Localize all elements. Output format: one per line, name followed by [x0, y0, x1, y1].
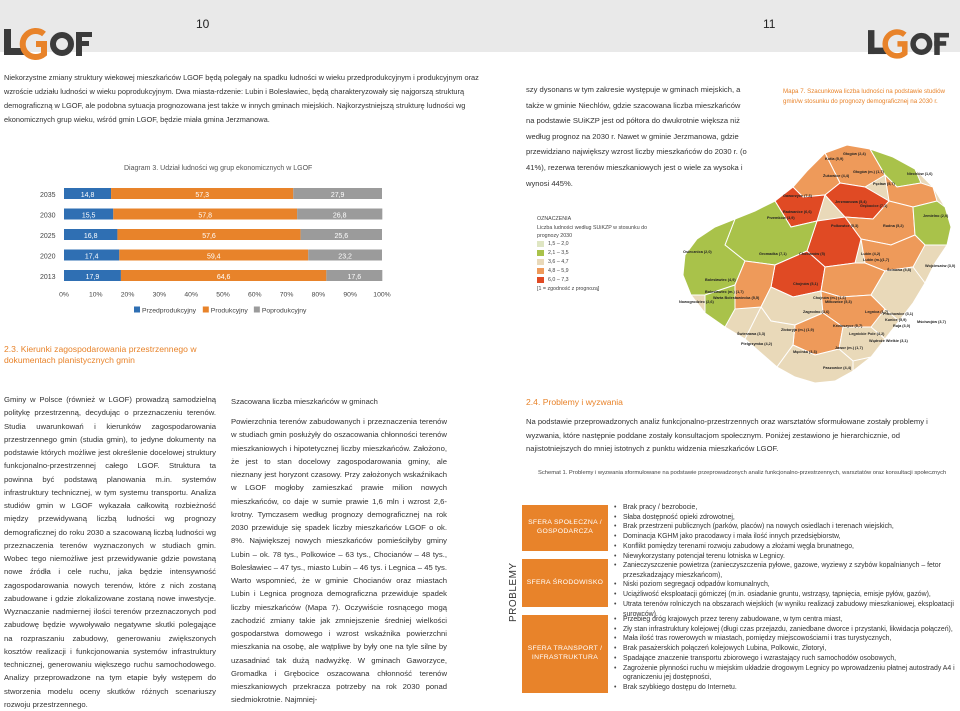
- problem-item: • Zły stan infrastruktury kolejowej (długi czas przejazdu, zaniedbane dworce i przystanki, likwidacja połączeń),: [612, 625, 960, 635]
- problem-item: • Dominacja KGHM jako pracodawcy i mała ilość innych przedsiębiorstw,: [612, 532, 960, 542]
- chart-data-label: 57,6: [202, 233, 216, 240]
- lgof-logo-right: [868, 24, 960, 66]
- legend-label: 3,6 – 4,7: [548, 259, 569, 265]
- map-municipality-label: Lubin (m.)(1,7): [863, 258, 890, 262]
- right-top-paragraph: szy dysonans w tym zakresie występuje w gminach miejskich, a także w gminie Niechlów, gdzie szacowana liczba mieszkańców na podstawie SUiKZP jest od półtora do dwukrotnie większa niż według prognoz na 2030 r. Nawet w gminie Jerzmanowa, gdzie przewidziano największy wzrost liczby mieszkańców do 2030 r. (o 41%), rezerwa terenów mieszkaniowych jest o wiele za wysoka i wynosi 445%.: [526, 85, 747, 188]
- map-legend: [537, 215, 657, 294]
- map-municipality-label: Paszowice (4,4): [823, 366, 852, 370]
- map-municipality-label: Ścinawa (5,8): [887, 268, 912, 272]
- chart-legend-label: Przedprodukcyjny: [142, 307, 197, 315]
- chart-category-label: 2035: [40, 192, 56, 199]
- chart-data-label: 15,5: [81, 212, 96, 220]
- map-municipality-label: Bolesławiec (m.) (1,7): [705, 290, 744, 294]
- problem-item: • Przebieg dróg krajowych przez tereny zabudowane, w tym centra miast,: [612, 615, 960, 625]
- map-municipality-label: Legnica (1,7): [865, 310, 889, 314]
- sphere-social-economic: SFERA SPOŁECZNA / GOSPODARCZA: [522, 505, 608, 551]
- map-municipality-label: Kunice (5,9): [885, 318, 907, 322]
- section-2-3-text: Gminy w Polsce (również w LGOF) prowadzą samodzielną politykę przestrzenną, decydując o przeznaczeniu terenów. Studia uwarunkowań i kierunków zagospodarowania przestrzennego gmin (studia gmin), to jedyne dokumenty na podstawie których możliwe jest określenie docelowej struktury funkcjonalno-przestrzennej całego LGOF. Struktura ta powinna być podstawą planowania m.in. systemów infrastruktury technicznej, w tym systemu transportu. Analiza studiów gmin w LGOF wykazała całkowitą rozbieżność między przewidywaną liczbą ludności wg prognozy demograficznej do roku 2030 a szacowaną liczbą ludności wg przeznaczenia terenów wyznaczonych w studiach gmin. Wobec tego niemożliwe jest przewidywanie gdzie powstaną nowe źródła i cele ruchu, jaka będzie intensywność zagospodarowania nowych terenów, które z nich zostaną zabudowane i gdzie zlokalizowane zostaną nowe inwestycje. Wyznaczanie nadmiernej ilości terenów przeznaczonych pod zabudowę będzie wywoływało negatywne skutki polegające na rozpraszaniu zabudowy, generowaniu zwiększonych kosztów realizacji i funkcjonowania systemów infrastruktury technicznej, generowaniu większego ruchu samochodowego. Analizy przeprowadzone na tym etapie były wstępem do stworzenia modelu oceny skutków różnych scenariuszy rozwoju przestrzennego.: [4, 395, 216, 709]
- problem-item: • Spadające znaczenie transportu zbiorowego i wzrastający ruch samochodów osobowych,: [612, 654, 960, 664]
- chart-data-label: 17,9: [85, 274, 100, 281]
- chart-x-tick: 30%: [152, 291, 167, 299]
- chart-data-label: 27,9: [330, 192, 345, 199]
- chart-legend-label: Poprodukcyjny: [261, 307, 307, 315]
- map-municipality-label: Chocianów (5): [799, 252, 825, 256]
- map-municipality-label: Grębocice (7,1): [860, 204, 888, 208]
- map-municipality-label: Zagrodno (3,6): [803, 310, 830, 314]
- map-municipality-label: Ruja (3,0): [893, 324, 911, 328]
- chart-legend-swatch: [134, 307, 140, 313]
- chart-x-tick: 50%: [216, 291, 230, 299]
- section-2-4-text: Na podstawie przeprowadzonych analiz funkcjonalno-przestrzennych oraz warsztatów sformułowane zostały problemy i wyzwania, które następnie poddane zostały konsultacjom społecznym. Poniżej zestawiono je hierarchicznie, od najistotniejszych do mniej istotnych z punktu widzenia mieszkańców LGOF.: [526, 417, 928, 453]
- legend-note: [1 = zgodność z prognozą]: [537, 286, 600, 292]
- map-municipality-label: Przemków (3,9): [767, 216, 795, 220]
- legend-item: [537, 267, 657, 276]
- chart-data-label: 64,6: [216, 274, 231, 281]
- legend-label: 4,8 – 5,9: [548, 268, 569, 274]
- legend-swatch: [537, 241, 544, 247]
- sphere-environment: SFERA ŚRODOWISKO: [522, 559, 608, 607]
- chart-x-tick: 80%: [311, 291, 326, 299]
- chart-data-label: 23,2: [338, 253, 352, 261]
- problem-list-transport: [612, 615, 960, 693]
- problem-list-social: [612, 503, 960, 561]
- problem-item: • Niski poziom segregacji odpadów komunalnych,: [612, 580, 960, 590]
- chart-category-label: 2013: [40, 274, 56, 281]
- map-municipality-label: Lubin (4,2): [861, 252, 881, 256]
- chart-category-label: 2025: [40, 233, 56, 240]
- map-municipality-label: Męcinka (3,3): [793, 350, 817, 354]
- map-municipality-label: Chojnów (m.) (1,6): [813, 296, 846, 300]
- map-municipality-label: Pęcław (5,7): [873, 182, 895, 186]
- problem-item: • Konflikt pomiędzy terenami rozwoju zabudowy a złożami węgla brunatnego,: [612, 542, 960, 552]
- page-number-right: 11: [763, 17, 776, 31]
- chart-data-label: 25,6: [334, 233, 349, 240]
- chart-data-label: 17,4: [84, 253, 99, 261]
- chart-legend-swatch: [254, 307, 260, 313]
- section-2-3-heading: 2.3. Kierunki zagospodarowania przestrzennego w dokumentach planistycznych gmin: [4, 344, 197, 366]
- map-municipality-label: Niechlów (1,6): [907, 172, 933, 176]
- map-municipality-label: Mściwojów (3,7): [917, 320, 946, 324]
- section-2-4-heading: 2.4. Problemy i wyzwania: [526, 397, 623, 407]
- legend-title: OZNACZENIA: [537, 216, 572, 222]
- chart-x-tick: 0%: [59, 291, 69, 299]
- chart-data-label: 59,4: [206, 253, 221, 261]
- problem-item: • Brak pracy / bezrobocie,: [612, 503, 960, 513]
- legend-swatch: [537, 277, 544, 283]
- map-municipality-label: Osiecznica (2,0): [683, 250, 712, 254]
- legend-swatch: [537, 268, 544, 274]
- map-municipality-label: Bolesławiec (4,9): [705, 278, 736, 282]
- legend-label: 1,5 – 2,0: [548, 241, 569, 247]
- chart-x-tick: 10%: [88, 291, 103, 299]
- intro-paragraph: Niekorzystne zmiany struktury wiekowej mieszkańców LGOF będą polegały na spadku ludności w wieku przedprodukcyjnym i produkcyjnym oraz wzroście udziału ludności w wieku poprodukcyjnym. Dwa miasta-rdzenie: Lubin i Bolesławiec, będą charakteryzowały się najgorszą strukturą demograficzną w LGOF, ale podobna sytuacja prognozowana jest także w innych gminach miejskich. Najkorzystniejszą strukturę ludności wg ekonomicznych grup wieku, wśród gmin LGOF, będzie miała gmina Jerzmanowa.: [4, 73, 479, 125]
- chart-title: Diagram 3. Udział ludności wg grup ekonomicznych w LGOF: [124, 165, 313, 172]
- legend-subtitle: Liczba ludności według SUiKZP w stosunku do prognozy 2030: [537, 225, 648, 239]
- problem-item: • Mała ilość tras rowerowych w miastach, pomiędzy miejscowościami i tras turystycznych,: [612, 634, 960, 644]
- sphere-transport: SFERA TRANSPORT / INFRASTRUKTURA: [522, 615, 608, 693]
- map-municipality-label: Kotla (5,9): [825, 157, 844, 161]
- problem-item: • Brak pasażerskich połączeń kolejowych Lubina, Polkowic, Złotoryi,: [612, 644, 960, 654]
- schemat-title: Schemat 1. Problemy i wyzwania sformułowane na podstawie przeprowadzonych analiz funkcjonalno-przestrzennych, warsztatów oraz konsultacji społecznych: [538, 470, 947, 476]
- problem-item: • Brak przestrzeni publicznych (parków, placów) na nowych osiedlach i terenach wiejskich,: [612, 522, 960, 532]
- chart-legend-label: Produkcyjny: [210, 307, 248, 315]
- legend-item: [537, 249, 657, 258]
- map-municipality-label: Wądroże Wielkie (3,1): [869, 339, 908, 343]
- chart-category-label: 2020: [40, 253, 56, 261]
- page-number-left: 10: [196, 17, 210, 31]
- problem-item: • Brak szybkiego dostępu do Internetu.: [612, 683, 960, 693]
- chart-data-label: 57,8: [198, 212, 213, 220]
- map-municipality-label: Żukowice (4,4): [823, 174, 850, 178]
- legend-swatch: [537, 250, 544, 256]
- map-municipality-label: Złotoryja (m.) (1,9): [781, 328, 814, 332]
- map-municipality-label: Krotoszyce (5,7): [833, 324, 863, 328]
- problem-item: • Zagrożenie płynności ruchu w miejskim układzie drogowym Legnicy po wprowadzeniu płatnej autostrady A4 i ograniczeniu jej dostępności,: [612, 664, 960, 683]
- lgof-logo-left: [4, 24, 104, 66]
- legend-items: [537, 240, 657, 285]
- legend-item: [537, 258, 657, 267]
- problem-item: • Zanieczyszczenie powietrza (zanieczyszczenia pyłowe, gazowe, wyziewy z szybów kopalnianych – fetor przeszkadzający mieszkańcom),: [612, 561, 960, 580]
- map-municipality-label: Pielgrzymka (4,2): [741, 342, 773, 346]
- problem-item: • Utrata terenów rolniczych na obszarach wiejskich (w wyniku realizacji zabudowy mieszkaniowej, eksploatacji surowców).: [612, 600, 960, 619]
- legend-item: [537, 276, 657, 285]
- stacked-bar-chart: [40, 178, 420, 318]
- chart-x-tick: 90%: [343, 291, 358, 299]
- chart-x-tick: 40%: [184, 291, 199, 299]
- map-municipality-label: Jerzmanowa (5,4): [835, 200, 867, 204]
- municipality-map: [675, 135, 960, 390]
- problem-item: • Niewykorzystany potencjał terenu lotniska w Legnicy.: [612, 552, 960, 562]
- map-municipality-label: Prochowice (3,1): [883, 312, 914, 316]
- map-municipality-label: Miłkowice (5,3): [825, 300, 852, 304]
- map-municipality-label: Polkowice (5,3): [831, 224, 859, 228]
- chart-legend-swatch: [203, 307, 209, 313]
- map-municipality-label: Jawor (m.) (1,7): [835, 346, 863, 350]
- problem-item: • Uciążliwość eksploatacji górniczej (m.in. osiadanie gruntu, wstrząsy, tąpnięcia, emisje pyłów, gazów),: [612, 590, 960, 600]
- chart-data-label: 16,8: [83, 233, 98, 240]
- middle-column-title: Szacowana liczba mieszkańców w gminach: [231, 397, 378, 406]
- map-municipality-label: Świerzawa (3,3): [737, 332, 766, 336]
- map-municipality-label: Wojcieszów (3,0): [925, 264, 956, 268]
- problem-list-environment: [612, 561, 960, 619]
- problem-item: • Słaba dostępność opieki zdrowotnej,: [612, 513, 960, 523]
- map-municipality-label: Gaworzyce (7,3): [783, 194, 812, 198]
- map-title: Mapa 7. Szacunkowa liczba ludności na podstawie studiów gmin/w stosunku do prognozy demograficznej na 2030 r.: [783, 88, 945, 105]
- legend-item: [537, 240, 657, 249]
- map-municipality-label: Nowogrodziec (2,6): [679, 300, 714, 304]
- middle-column-text: Powierzchnia terenów zabudowanych i przeznaczenia terenów w studiach gmin posłużyły do oszacowania chłonności terenów mieszkaniowych i hipotetycznej liczby mieszkańców. Założono, że jest to stan docelowy zagospodarowania gminy, ale nieznany jest horyzont czasowy. Przy założonych wskaźnikach w LGOF mogłoby zamieszkać prawie milion nowych mieszkańców, co daje w sumie prawie 1,6 mln i wzrost 2,6-krotny. Tymczasem według prognozy demograficznej na rok 2030 przewiduje się spadek liczby mieszkańców LGOF o ok. 8%. Największej nowych mieszkańców pomieściłyby gminy Lubin – ok. 78 tys., Polkowice – 63 tys., Chocianów – 48 tys., Bolesławiec – 47 tys., miasto Lubin – 46 tys. i Legnica – 45 tys. Warto wspomnieć, że w gminie Chocianów oraz miastach Lubin i Legnica prognoza demograficzna przewiduje spadek liczby mieszkańców (Mapa 7). Oczywiście rosnącego mogą zachodzić zmiany takie jak zmniejszenie średniej wielkości gospodarstwa domowego i wzrost wskaźnika powierzchni mieszkania na osobę, ale wątpliwe by były one na tyle silne by uzasadniać tak dużą nadwyżkę. W gminach Gaworzyce, Gromadka i Grębocice oszacowana chłonność terenów mieszkaniowych przekracza potrzeby na rok 2030 ponad siedmiokrotnie. Najmniej-: [231, 417, 447, 705]
- map-municipality-label: Chojnów (5,1): [793, 282, 818, 286]
- chart-data-label: 26,8: [332, 212, 347, 220]
- map-municipality-label: Głogów (m.) (1,7): [853, 170, 884, 174]
- map-municipality-label: Jemielno (2,0): [923, 214, 949, 218]
- chart-data-label: 14,8: [80, 192, 95, 199]
- legend-swatch: [537, 259, 544, 265]
- legend-label: 2,1 – 3,5: [548, 250, 569, 256]
- map-municipality-label: Głogów (2,4): [843, 152, 866, 156]
- map-municipality-label: Legnickie Pole (4,2): [849, 332, 885, 336]
- map-municipality-label: Radwanice (6,6): [783, 210, 812, 214]
- problemy-side-label: PROBLEMY: [508, 562, 519, 622]
- chart-x-tick: 20%: [120, 291, 135, 299]
- page-header-bar: [0, 0, 960, 52]
- chart-x-tick: 100%: [373, 291, 391, 299]
- map-municipality-label: Warta Bolesławiecka (5,5): [713, 296, 760, 300]
- map-municipality-label: Gromadka (7,1): [759, 252, 787, 256]
- chart-x-tick: 60%: [247, 291, 262, 299]
- legend-label: 6,0 – 7,3: [548, 277, 569, 283]
- chart-x-tick: 70%: [279, 291, 294, 299]
- chart-category-label: 2030: [40, 212, 56, 220]
- map-municipality-label: Rudna (5,2): [883, 224, 904, 228]
- chart-data-label: 57,3: [195, 192, 209, 199]
- chart-data-label: 17,6: [347, 274, 362, 281]
